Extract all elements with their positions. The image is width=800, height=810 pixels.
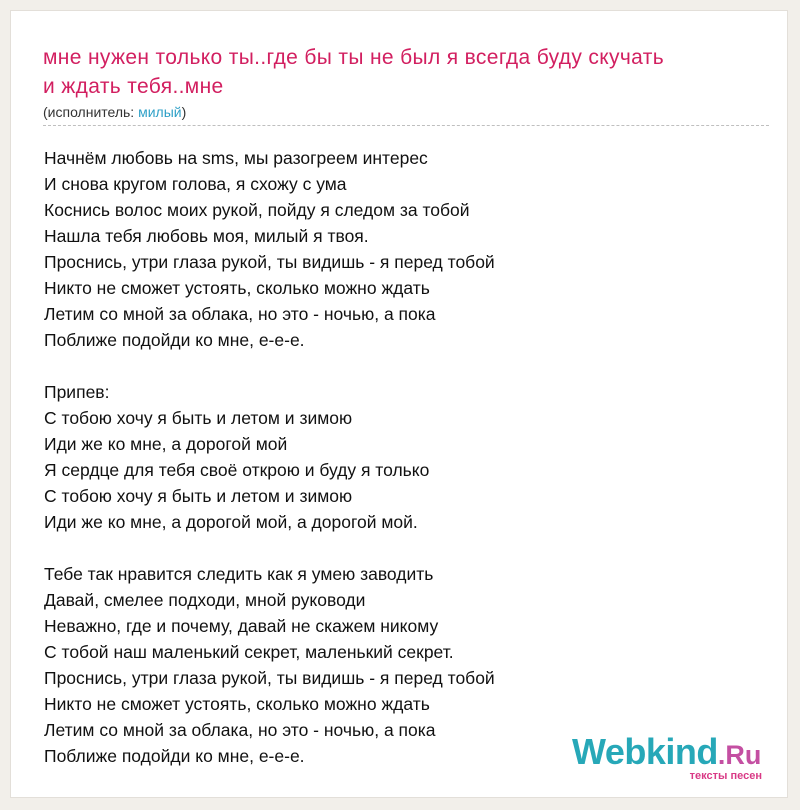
lyric-line: И снова кругом голова, я схожу с ума [44,174,347,194]
lyrics-text [44,145,495,769]
lyrics-card [10,10,788,798]
lyric-line: С тобою хочу я быть и летом и зимою [44,408,353,428]
performer-link[interactable]: милый [138,104,182,120]
logo-wordmark [572,732,761,775]
lyric-line: Коснись волос моих рукой, пойду я следом за тобой [44,200,470,220]
song-title-line-1: мне нужен только ты..где бы ты не был я всегда буду скучать [43,46,664,69]
lyric-line: Никто не сможет устоять, сколько можно ждать [44,278,430,298]
lyric-line: Летим со мной за облака, но это - ночью, а пока [44,720,436,740]
lyric-line: Поближе подойди ко мне, е-е-е. [44,746,305,766]
performer-prefix: (исполнитель: [43,104,139,120]
lyric-line: Неважно, где и почему, давай не скажем никому [44,616,439,636]
webkind-logo[interactable] [572,732,772,788]
lyric-line: Иди же ко мне, а дорогой мой [44,434,288,454]
lyric-line: Давай, смелее подходи, мной руководи [44,590,366,610]
lyric-line: Нашла тебя любовь моя, милый я твоя. [44,226,369,246]
lyric-line: Проснись, утри глаза рукой, ты видишь - я перед тобой [44,668,495,688]
lyric-line: Начнём любовь на sms, мы разогреем интерес [44,148,428,168]
lyric-line: Летим со мной за облака, но это - ночью, а пока [44,304,436,324]
stanza-break [44,353,495,379]
logo-tld: .Ru [717,740,762,770]
logo-tagline: тексты песен [689,770,762,782]
performer-line [43,104,186,120]
chorus-heading: Припев: [44,382,110,402]
logo-main-text: Webkind [572,731,718,772]
song-title-line-2: и ждать тебя..мне [43,75,224,98]
lyric-line: С тобой наш маленький секрет, маленький секрет. [44,642,454,662]
lyric-line: Никто не сможет устоять, сколько можно ждать [44,694,430,714]
title-divider [43,125,769,126]
lyric-line: Я сердце для тебя своё открою и буду я только [44,460,430,480]
lyric-line: С тобою хочу я быть и летом и зимою [44,486,353,506]
performer-suffix: ) [181,104,187,120]
lyric-line: Проснись, утри глаза рукой, ты видишь - я перед тобой [44,252,495,272]
lyric-line: Поближе подойди ко мне, е-е-е. [44,330,305,350]
lyric-line: Иди же ко мне, а дорогой мой, а дорогой мой. [44,512,418,532]
lyric-line: Тебе так нравится следить как я умею заводить [44,564,434,584]
stanza-break [44,535,495,561]
song-title [43,43,773,101]
